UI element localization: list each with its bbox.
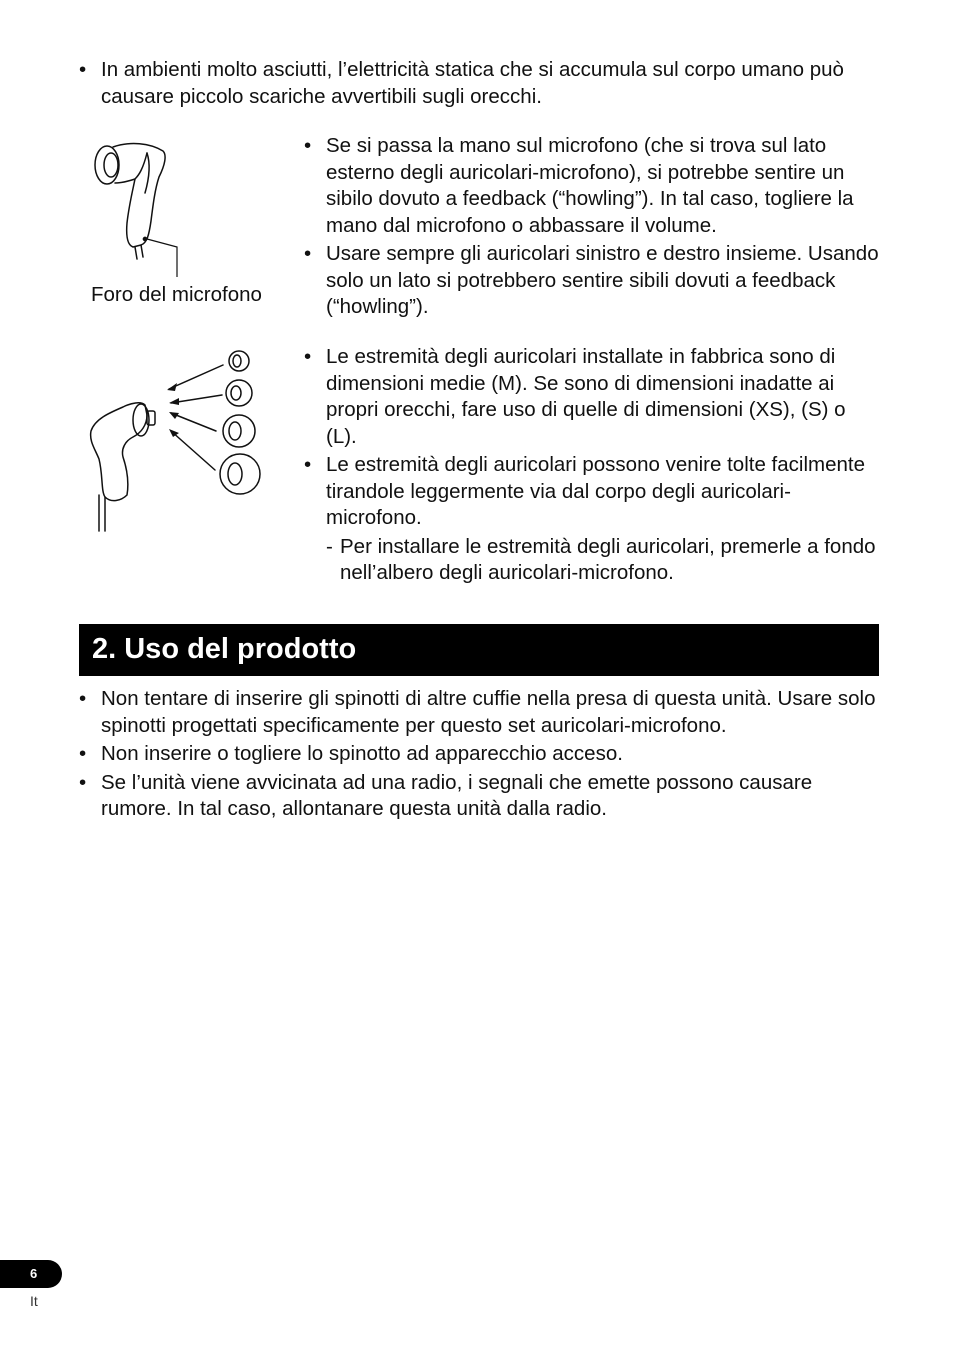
section-title: 2. Uso del prodotto: [92, 633, 357, 665]
list-item: • Usare sempre gli auricolari sinistro e destro insieme. Usando solo un lato si potrebbero sentire sibili dovuti a feedback (“howling”).: [304, 241, 879, 321]
section-bullet-list: [79, 686, 879, 823]
tips-text-block: [304, 344, 879, 587]
ear-tips-illustration: [85, 345, 265, 535]
list-item: • In ambienti molto asciutti, l’elettricità statica che si accumula sul corpo umano può causare piccolo scariche avvertibili sugli orecchi.: [79, 57, 879, 110]
earphone-mic-illustration: [85, 135, 205, 280]
page-number: 6: [30, 1266, 38, 1281]
language-code: It: [30, 1293, 38, 1309]
list-item: • Se si passa la mano sul microfono (che si trova sul lato esterno degli auricolari-microfono), si potrebbe sentire un sibilo dovuto a feedback (“howling”). In tal caso, togliere la mano dal microfono o abbassare il volume.: [304, 133, 879, 239]
list-item: • Non inserire o togliere lo spinotto ad apparecchio acceso.: [79, 741, 879, 768]
list-item: • Le estremità degli auricolari possono venire tolte facilmente tirandole leggermente via dal corpo degli auricolari-microfono.: [304, 452, 879, 532]
mic-bullet-list: [304, 133, 879, 321]
sub-note: - Per installare le estremità degli auricolari, premerle a fondo nell’albero degli auricolari-microfono.: [326, 534, 879, 587]
list-item: • Non tentare di inserire gli spinotti di altre cuffie nella presa di questa unità. Usare solo spinotti progettati specificamente per questo set auricolari-microfono.: [79, 686, 879, 739]
list-item: • Le estremità degli auricolari installate in fabbrica sono di dimensioni medie (M). Se sono di dimensioni inadatte ai propri orecchi, fare uso di quelle di dimensioni (XS), (S) o (L).: [304, 344, 879, 450]
microphone-hole-caption: Foro del microfono: [91, 283, 262, 306]
page-number-tab: [0, 1260, 62, 1288]
top-bullet-list: [79, 57, 879, 110]
list-item: • Se l’unità viene avvicinata ad una radio, i segnali che emette possono causare rumore. In tal caso, allontanare questa unità dalla radio.: [79, 770, 879, 823]
section-heading-bar: [79, 624, 879, 676]
